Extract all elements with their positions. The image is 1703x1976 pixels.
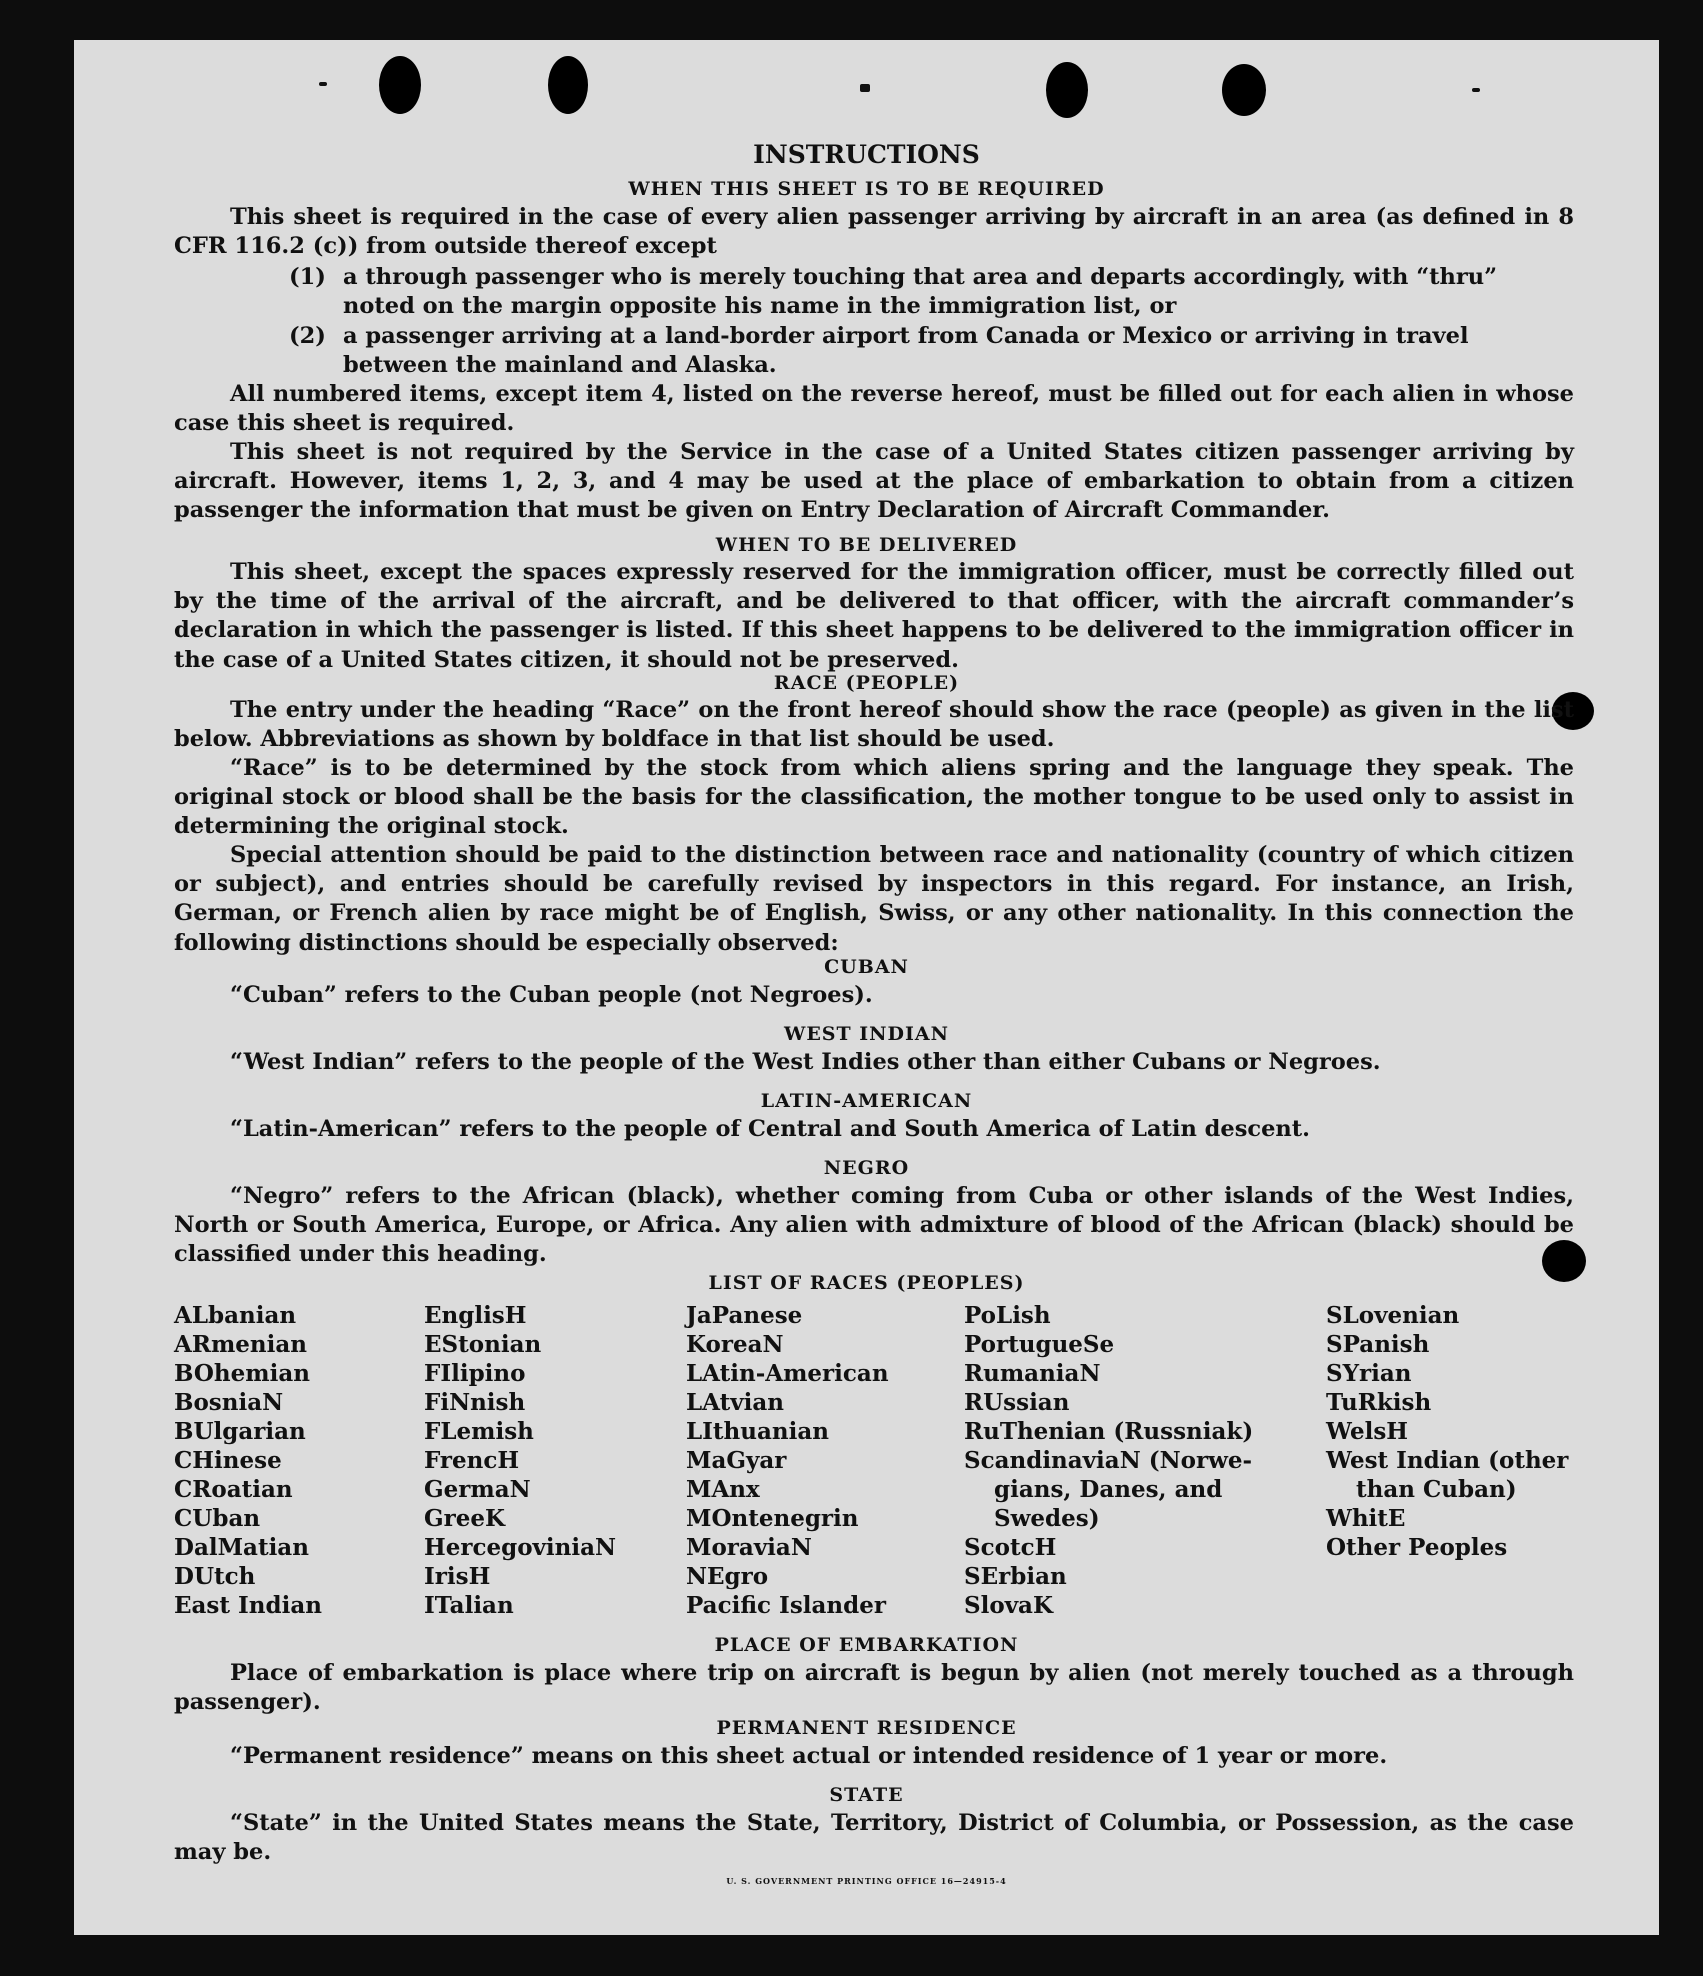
races-column-1 <box>174 1301 322 1620</box>
paragraph-numbered-items: All numbered items, except item 4, listed on the reverse hereof, must be filled out for each alien in whose case this sheet is required. <box>174 381 1574 437</box>
race-entry: West Indian (other <box>1326 1447 1569 1474</box>
item-number: (2) <box>289 323 326 349</box>
race-entry: MOntenegrin <box>686 1505 859 1532</box>
punch-hole <box>1046 62 1088 118</box>
paragraph-race-1: The entry under the heading “Race” on the front hereof should show the race (people) as given in the list below. Abbreviations as shown by boldface in that list should be used. <box>174 697 1574 753</box>
races-column-3 <box>686 1301 889 1620</box>
speck <box>860 84 870 92</box>
race-entry: RuThenian (Russniak) <box>964 1418 1254 1445</box>
race-entry: Swedes) <box>994 1505 1100 1532</box>
race-entry: LAtvian <box>686 1389 784 1416</box>
race-entry: CHinese <box>174 1447 282 1474</box>
race-entry: SYrian <box>1326 1360 1412 1387</box>
race-entry: FIlipino <box>424 1360 526 1387</box>
paragraph-west-indian: “West Indian” refers to the people of the West Indies other than either Cubans or Negroes. <box>230 1049 1381 1075</box>
heading-west-indian: WEST INDIAN <box>783 1023 950 1045</box>
race-entry: KoreaN <box>686 1331 784 1358</box>
heading-when-delivered: WHEN TO BE DELIVERED <box>715 534 1018 556</box>
paragraph-citizen: This sheet is not required by the Service in the case of a United States citizen passenger arriving by aircraft. However, items 1, 2, 3, and 4 may be used at the place of embarkation to obtain from a citizen passenger the information that must be given on Entry Declaration of Aircraft Commander. <box>174 439 1574 524</box>
race-entry: SLovenian <box>1326 1302 1460 1329</box>
race-entry: IrisH <box>424 1563 491 1590</box>
heading-state: STATE <box>829 1784 904 1806</box>
punch-hole <box>548 56 588 114</box>
race-entry: CUban <box>174 1505 261 1532</box>
item-text: a passenger arriving at a land-border airport from Canada or Mexico or arriving in travel between the mainland and Alaska. <box>343 323 1469 379</box>
race-entry: MoraviaN <box>686 1534 812 1561</box>
race-entry: ALbanian <box>174 1302 297 1329</box>
heading-latin-american: LATIN-AMERICAN <box>760 1090 973 1112</box>
heading-negro: NEGRO <box>823 1157 910 1179</box>
item-number: (1) <box>289 264 326 290</box>
race-entry: GreeK <box>424 1505 506 1532</box>
punch-hole <box>379 56 421 114</box>
paragraph-race-3: Special attention should be paid to the distinction between race and nationality (country of which citizen or subject), and entries should be carefully revised by inspectors in this regard. For instance, an Irish, German, or French alien by race might be of English, Swiss, or any other nationality. In this connection the following distinctions should be especially observed: <box>174 842 1574 956</box>
race-entry: ScotcH <box>964 1534 1057 1561</box>
printer-footer: U. S. GOVERNMENT PRINTING OFFICE 16—24915-4 <box>726 1876 1007 1886</box>
heading-when-required: WHEN THIS SHEET IS TO BE REQUIRED <box>628 178 1105 200</box>
paragraph-required: This sheet is required in the case of every alien passenger arriving by aircraft in an area (as defined in 8 CFR 116.2 (c)) from outside thereof except <box>174 204 1574 260</box>
heading-cuban: CUBAN <box>824 956 909 978</box>
race-entry: RumaniaN <box>964 1360 1101 1387</box>
race-entry: FLemish <box>424 1418 534 1445</box>
race-entry: EStonian <box>424 1331 542 1358</box>
heading-list-of-races: LIST OF RACES (PEOPLES) <box>708 1272 1025 1294</box>
race-entry: GermaN <box>424 1476 531 1503</box>
paragraph-delivered: This sheet, except the spaces expressly reserved for the immigration officer, must be correctly filled out by the time of the arrival of the aircraft, and be delivered to that officer, with the aircraft commander’s declaration in which the passenger is listed. If this sheet happens to be delivered to the immigration officer in the case of a United States citizen, it should not be preserved. <box>174 559 1574 673</box>
race-entry: than Cuban) <box>1356 1476 1517 1503</box>
race-entry: LAtin-American <box>686 1360 889 1387</box>
race-entry: WhitE <box>1326 1505 1406 1532</box>
document-sheet <box>74 40 1659 1935</box>
race-entry: SlovaK <box>964 1592 1053 1619</box>
race-entry: BosniaN <box>174 1389 284 1416</box>
race-entry: Other Peoples <box>1326 1534 1508 1561</box>
paragraph-state: “State” in the United States means the State, Territory, District of Columbia, or Possession, as the case may be. <box>174 1810 1574 1866</box>
race-entry: FiNnish <box>424 1389 526 1416</box>
paragraph-residence: “Permanent residence” means on this sheet actual or intended residence of 1 year or more. <box>230 1743 1388 1769</box>
race-entry: East Indian <box>174 1592 322 1619</box>
race-entry: RUssian <box>964 1389 1070 1416</box>
race-entry: ScandinaviaN (Norwe- <box>964 1447 1253 1474</box>
page-title: INSTRUCTIONS <box>753 140 980 169</box>
speck <box>319 82 327 86</box>
race-entry: SErbian <box>964 1563 1067 1590</box>
races-column-5 <box>1326 1301 1568 1562</box>
heading-race: RACE (PEOPLE) <box>773 672 960 694</box>
list-item <box>289 322 1574 380</box>
paragraph-race-2: “Race” is to be determined by the stock from which aliens spring and the language they speak. The original stock or blood shall be the basis for the classification, the mother tongue to be used only to assist in determining the original stock. <box>174 755 1574 840</box>
race-entry: CRoatian <box>174 1476 293 1503</box>
race-entry: PortugueSe <box>964 1331 1115 1358</box>
list-item <box>289 263 1574 321</box>
paragraph-cuban: “Cuban” refers to the Cuban people (not Negroes). <box>230 982 873 1008</box>
race-entry: TuRkish <box>1326 1389 1432 1416</box>
race-entry: HercegoviniaN <box>424 1534 617 1561</box>
paragraph-latin-american: “Latin-American” refers to the people of Central and South America of Latin descent. <box>230 1116 1310 1142</box>
race-entry: DalMatian <box>174 1534 309 1561</box>
race-entry: PoLish <box>964 1302 1051 1329</box>
race-entry: SPanish <box>1326 1331 1430 1358</box>
race-entry: FrencH <box>424 1447 520 1474</box>
race-entry: gians, Danes, and <box>994 1476 1223 1503</box>
heading-place-of-embarkation: PLACE OF EMBARKATION <box>714 1634 1019 1656</box>
heading-permanent-residence: PERMANENT RESIDENCE <box>716 1717 1017 1739</box>
race-entry: LIthuanian <box>686 1418 829 1445</box>
race-entry: MaGyar <box>686 1447 787 1474</box>
race-entry: ARmenian <box>174 1331 308 1358</box>
race-entry: NEgro <box>686 1563 769 1590</box>
race-entry: MAnx <box>686 1476 760 1503</box>
race-entry: BUlgarian <box>174 1418 306 1445</box>
race-entry: ITalian <box>424 1592 514 1619</box>
races-column-2 <box>424 1301 616 1620</box>
races-column-4 <box>964 1301 1253 1620</box>
race-entry: WelsH <box>1326 1418 1409 1445</box>
race-entry: BOhemian <box>174 1360 310 1387</box>
punch-hole <box>1222 64 1266 116</box>
item-text: a through passenger who is merely touching that area and departs accordingly, with “thru” noted on the margin opposite his name in the immigration list, or <box>343 264 1498 320</box>
race-entry: Pacific Islander <box>686 1592 886 1619</box>
race-entry: DUtch <box>174 1563 256 1590</box>
speck <box>1472 88 1480 92</box>
race-entry: EnglisH <box>424 1302 527 1329</box>
paragraph-place: Place of embarkation is place where trip on aircraft is begun by alien (not merely touched as a through passenger). <box>174 1660 1574 1716</box>
race-entry: JaPanese <box>686 1302 803 1329</box>
paragraph-negro: “Negro” refers to the African (black), whether coming from Cuba or other islands of the West Indies, North or South America, Europe, or Africa. Any alien with admixture of blood of the African (black) should be classified under this heading. <box>174 1183 1574 1268</box>
